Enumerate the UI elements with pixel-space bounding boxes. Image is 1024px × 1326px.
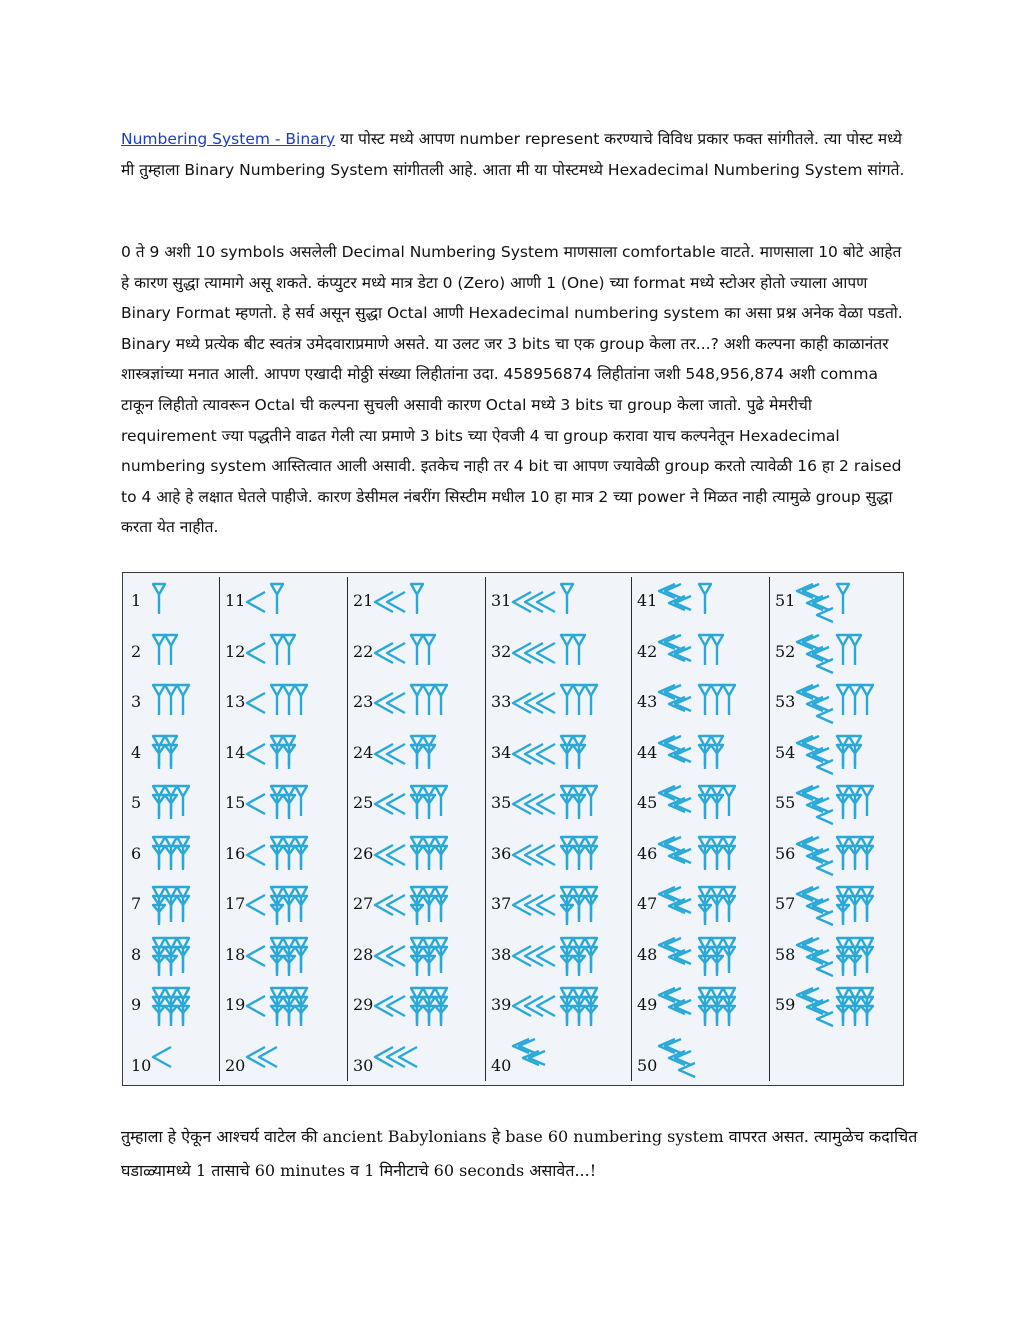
cuneiform-glyph (245, 932, 343, 980)
numeral-cell (127, 779, 219, 829)
cuneiform-glyph (245, 629, 343, 677)
numeral-label: 22 (353, 641, 374, 661)
numeral-cell (349, 981, 485, 1031)
numeral-cell (771, 830, 901, 880)
numeral-cell (633, 577, 769, 627)
numeral-label: 36 (491, 843, 512, 863)
numeral-cell (771, 729, 901, 779)
numeral-cell (349, 678, 485, 728)
numeral-cell (633, 880, 769, 930)
numeral-cell (349, 577, 485, 627)
cuneiform-glyph (511, 831, 627, 879)
numeral-cell (221, 779, 347, 829)
cuneiform-glyph (151, 831, 215, 879)
numeral-label: 21 (353, 591, 374, 610)
numeral-label: 55 (775, 793, 796, 812)
cuneiform-glyph (657, 629, 765, 677)
cuneiform-glyph (151, 679, 215, 727)
numeral-cell (127, 678, 219, 728)
numeral-cell (221, 1032, 347, 1082)
cuneiform-glyph (511, 780, 627, 828)
cuneiform-glyph (373, 932, 481, 980)
numeral-label: 41 (637, 591, 658, 610)
numeral-label: 40 (491, 1055, 512, 1075)
numeral-cell (771, 628, 901, 678)
cuneiform-glyph (373, 679, 481, 727)
numeral-cell (127, 931, 219, 981)
numeral-column (771, 577, 901, 1081)
numeral-label: 49 (637, 995, 658, 1014)
numeral-cell (221, 880, 347, 930)
numeral-label: 2 (131, 641, 142, 661)
cuneiform-glyph (151, 578, 215, 626)
cuneiform-glyph (151, 780, 215, 828)
numeral-label: 50 (637, 1055, 658, 1075)
figure-column-divider (485, 577, 486, 1081)
cuneiform-glyph (795, 629, 897, 677)
intro-text: या पोस्ट मध्ये आपण number represent करण्याचे विविध प्रकार फक्त सांगीतले. त्या पोस्ट मध्ये मी तुम्हाला Binary Numbering System सांगीतली आहे. आता मी या पोस्टमध्ये Hexadecimal Numbering System सांगते. (121, 130, 905, 179)
numeral-cell (633, 729, 769, 779)
numeral-label: 29 (353, 995, 374, 1014)
numeral-label: 14 (225, 742, 246, 762)
cuneiform-glyph (511, 730, 627, 778)
figure-column-divider (769, 577, 770, 1081)
numeral-cell (221, 729, 347, 779)
numeral-label: 15 (225, 793, 246, 812)
numeral-label: 13 (225, 692, 246, 711)
numeral-cell (633, 830, 769, 880)
numeral-column (633, 577, 769, 1081)
numeral-cell (221, 678, 347, 728)
cuneiform-glyph (657, 578, 765, 626)
cuneiform-glyph (373, 780, 481, 828)
numeral-cell (349, 779, 485, 829)
numeral-label: 45 (637, 793, 658, 812)
numeral-cell (771, 577, 901, 627)
numeral-label: 28 (353, 944, 374, 964)
cuneiform-glyph (657, 881, 765, 929)
intro-paragraph (121, 124, 911, 185)
cuneiform-glyph (245, 578, 343, 626)
cuneiform-glyph (245, 679, 343, 727)
numeral-cell (487, 628, 631, 678)
numeral-label: 16 (225, 843, 246, 863)
numeral-cell (771, 779, 901, 829)
numeral-label: 39 (491, 995, 512, 1014)
numeral-cell (771, 880, 901, 930)
numeral-cell (349, 880, 485, 930)
cuneiform-glyph (373, 730, 481, 778)
numeral-label: 18 (225, 944, 246, 964)
cuneiform-glyph (151, 730, 215, 778)
cuneiform-glyph (245, 982, 343, 1030)
numeral-label: 20 (225, 1055, 246, 1075)
figure-column-divider (631, 577, 632, 1081)
cuneiform-glyph (795, 679, 897, 727)
numeral-column (487, 577, 631, 1081)
numeral-cell (633, 779, 769, 829)
cuneiform-glyph (245, 881, 343, 929)
numeral-label: 57 (775, 894, 796, 913)
cuneiform-glyph (151, 982, 215, 1030)
cuneiform-glyph (795, 982, 897, 1030)
figure-column-divider (219, 577, 220, 1081)
numeral-label: 33 (491, 692, 512, 711)
numeral-cell (487, 678, 631, 728)
numeral-label: 10 (131, 1055, 152, 1075)
cuneiform-glyph (373, 982, 481, 1030)
binary-post-link[interactable]: Numbering System - Binary (121, 130, 336, 148)
numeral-label: 54 (775, 742, 796, 762)
numeral-cell (127, 577, 219, 627)
numeral-cell (633, 628, 769, 678)
decimal-paragraph: 0 ते 9 अशी 10 symbols असलेली Decimal Numbering System माणसाला comfortable वाटते. माणसाला 10 बोटे आहेत हे कारण सुद्धा त्यामागे असू शकते. कंप्युटर मध्ये मात्र डेटा 0 (Zero) आणी 1 (One) च्या format मध्ये स्टोअर होतो ज्याला आपण Binary Format म्हणतो. हे सर्व असून सुद्धा Octal आणी Hexadecimal numbering system का असा प्रश्न अनेक वेळा पडतो. Binary मध्ये प्रत्येक बीट स्वतंत्र उमेदवाराप्रमाणे असते. या उलट जर 3 bits चा एक group केला तर...? अशी कल्पना काही काळानंतर शास्त्रज्ञांच्या मनात आली. आपण एखादी मोठ्ठी संख्या लिहीतांना उदा. 458956874 लिहीतांना जशी 548,956,874 अशी comma टाकून लिहीतो त्यावरून Octal ची कल्पना सुचली असावी कारण Octal मध्ये 3 bits चा group केला जातो. पुढे मेमरीची requirement ज्या पद्धतीने वाढत गेली त्या प्रमाणे 3 bits च्या ऐवजी 4 चा group करावा याच कल्पनेतून Hexadecimal numbering system आस्तित्वात आली असावी. इतकेच नाही तर 4 bit चा आपण ज्यावेळी group करतो त्यावेळी 16 हा 2 raised to 4 आहे हे लक्षात घेतले पाहीजे. कारण डेसीमल नंबरींग सिस्टीम मधील 10 हा मात्र 2 च्या power ने मिळत नाही त्यामुळे group सुद्धा करता येत नाहीत. (121, 243, 903, 537)
numeral-label: 5 (131, 793, 142, 812)
numeral-cell (127, 1032, 219, 1082)
numeral-label: 38 (491, 944, 512, 964)
numeral-label: 7 (131, 894, 142, 913)
cuneiform-glyph (657, 730, 765, 778)
numeral-cell (221, 577, 347, 627)
numeral-label: 30 (353, 1055, 374, 1075)
cuneiform-glyph (795, 881, 897, 929)
cuneiform-glyph (795, 780, 897, 828)
numeral-cell (771, 678, 901, 728)
numeral-label: 12 (225, 641, 246, 661)
numeral-cell (487, 981, 631, 1031)
numeral-label: 46 (637, 843, 658, 863)
cuneiform-glyph (657, 982, 765, 1030)
numeral-cell (221, 931, 347, 981)
cuneiform-glyph (511, 679, 627, 727)
numeral-label: 17 (225, 894, 246, 913)
numeral-label: 52 (775, 641, 796, 661)
numeral-cell (349, 628, 485, 678)
numeral-cell (127, 880, 219, 930)
numeral-column (127, 577, 219, 1081)
numeral-label: 53 (775, 692, 796, 711)
cuneiform-glyph (795, 831, 897, 879)
numeral-label: 6 (131, 843, 142, 863)
cuneiform-glyph (373, 1033, 481, 1081)
numeral-cell (771, 981, 901, 1031)
cuneiform-glyph (657, 831, 765, 879)
numeral-cell (487, 830, 631, 880)
numeral-label: 43 (637, 692, 658, 711)
numeral-label: 9 (131, 995, 142, 1014)
numeral-label: 31 (491, 591, 512, 610)
numeral-cell (221, 830, 347, 880)
babylonian-paragraph: तुम्हाला हे ऐकून आश्चर्य वाटेल की ancient Babylonians हे base 60 numbering system वापरत असत. त्यामुळेच कदाचित घडाळ्यामध्ये 1 तासाचे 60 minutes व 1 मिनीटाचे 60 seconds असावेत...! (121, 1127, 918, 1180)
cuneiform-glyph (151, 629, 215, 677)
numeral-cell (349, 1032, 485, 1082)
cuneiform-glyph (373, 629, 481, 677)
numeral-cell (349, 830, 485, 880)
cuneiform-glyph (511, 578, 627, 626)
numeral-cell (221, 981, 347, 1031)
cuneiform-glyph (657, 932, 765, 980)
cuneiform-glyph (151, 932, 215, 980)
numeral-cell (487, 1032, 631, 1082)
cuneiform-glyph (373, 578, 481, 626)
numeral-column (221, 577, 347, 1081)
cuneiform-glyph (795, 578, 897, 626)
numeral-label: 44 (637, 742, 658, 762)
numeral-label: 3 (131, 692, 142, 711)
numeral-label: 58 (775, 944, 796, 964)
numeral-label: 34 (491, 742, 512, 762)
numeral-label: 32 (491, 641, 512, 661)
numeral-cell (633, 1032, 769, 1082)
cuneiform-glyph (373, 881, 481, 929)
numeral-label: 19 (225, 995, 246, 1014)
numeral-label: 25 (353, 793, 374, 812)
numeral-cell (487, 729, 631, 779)
cuneiform-glyph (245, 780, 343, 828)
numeral-label: 23 (353, 692, 374, 711)
numeral-cell (487, 577, 631, 627)
cuneiform-glyph (511, 932, 627, 980)
numeral-cell (633, 678, 769, 728)
numeral-label: 59 (775, 995, 796, 1014)
numeral-cell (127, 981, 219, 1031)
numeral-label: 4 (131, 742, 142, 762)
cuneiform-glyph (657, 780, 765, 828)
cuneiform-glyph (151, 1033, 215, 1081)
figure-column-divider (347, 577, 348, 1081)
numeral-label: 11 (225, 591, 246, 610)
cuneiform-glyph (511, 982, 627, 1030)
babylonian-numerals-figure (122, 572, 904, 1086)
cuneiform-glyph (151, 881, 215, 929)
numeral-cell (633, 931, 769, 981)
numeral-label: 27 (353, 894, 374, 913)
cuneiform-glyph (795, 730, 897, 778)
numeral-cell (487, 779, 631, 829)
numeral-label: 1 (131, 591, 142, 610)
cuneiform-glyph (245, 730, 343, 778)
numeral-cell (127, 628, 219, 678)
cuneiform-glyph (657, 679, 765, 727)
cuneiform-glyph (373, 831, 481, 879)
cuneiform-glyph (511, 881, 627, 929)
numeral-label: 56 (775, 843, 796, 863)
cuneiform-glyph (511, 629, 627, 677)
cuneiform-glyph (511, 1033, 627, 1081)
numeral-label: 26 (353, 843, 374, 863)
numeral-cell (487, 931, 631, 981)
numeral-cell (127, 830, 219, 880)
numeral-label: 47 (637, 894, 658, 913)
numeral-cell (771, 931, 901, 981)
numeral-label: 24 (353, 742, 374, 762)
cuneiform-glyph (657, 1033, 765, 1081)
cuneiform-glyph (245, 831, 343, 879)
numeral-cell (349, 729, 485, 779)
numeral-label: 37 (491, 894, 512, 913)
numeral-cell (633, 981, 769, 1031)
numeral-label: 48 (637, 944, 658, 964)
numeral-cell (221, 628, 347, 678)
numeral-label: 42 (637, 641, 658, 661)
numeral-label: 51 (775, 591, 796, 610)
numeral-label: 8 (131, 944, 142, 964)
cuneiform-glyph (245, 1033, 343, 1081)
numeral-column (349, 577, 485, 1081)
numeral-label: 35 (491, 793, 512, 812)
numeral-cell (487, 880, 631, 930)
numeral-cell (127, 729, 219, 779)
numeral-cell (349, 931, 485, 981)
cuneiform-glyph (795, 932, 897, 980)
